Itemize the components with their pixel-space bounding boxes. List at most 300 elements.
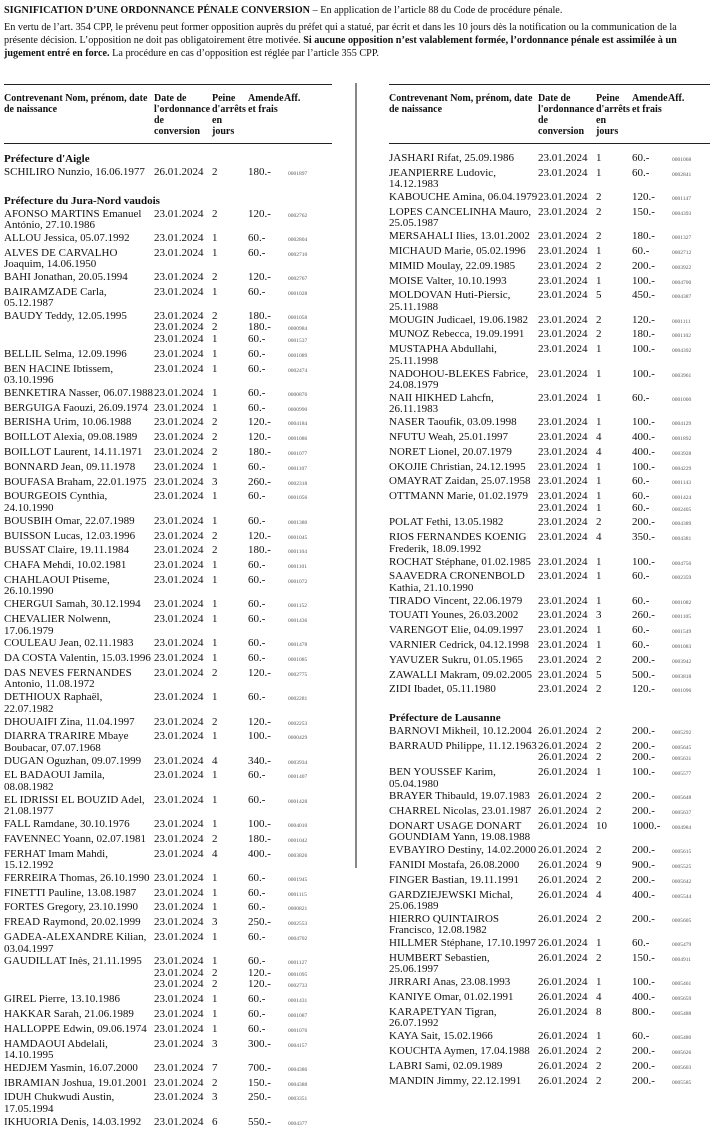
table-row <box>389 655 710 669</box>
case-number-cell <box>664 860 710 874</box>
offender-name: FERHAT Imam Mahdi, 15.12.1992 <box>4 847 108 872</box>
fine-amount-cell <box>242 233 280 247</box>
fine-amount-cell <box>626 860 664 874</box>
days-of-arrest: 1 <box>596 416 602 429</box>
fine-amount: 100.- <box>248 730 271 743</box>
days-of-arrest-cell <box>594 875 626 889</box>
fine-amount: 60.- <box>248 347 266 360</box>
right-column <box>389 84 710 1090</box>
order-date: 23.01.2024 <box>538 555 588 568</box>
case-number: 0001478 <box>288 642 308 649</box>
fine-amount-cell <box>626 726 664 740</box>
case-number: 0003826 <box>288 852 308 859</box>
days-of-arrest-cell <box>594 246 626 260</box>
case-number: 0001085 <box>288 657 308 664</box>
offender-name: IDUH Chukwudi Austin, 17.05.1994 <box>4 1091 115 1115</box>
order-date: 23.01.2024 <box>538 653 588 666</box>
order-date: 26.01.2024 <box>538 1005 588 1018</box>
table-row <box>4 956 332 993</box>
order-date-cell <box>154 770 210 793</box>
days-of-arrest-cell <box>594 914 626 937</box>
days-of-arrest: 2 <box>212 715 218 728</box>
fine-amount-cell <box>242 560 280 574</box>
days-of-arrest: 1 <box>596 570 602 583</box>
case-number: 0001077 <box>288 451 308 458</box>
order-date: 23.01.2024 <box>154 401 204 414</box>
fine-amount: 450.- <box>632 289 655 302</box>
days-of-arrest: 1 <box>212 460 218 473</box>
days-of-arrest-cell <box>594 557 626 571</box>
case-number: 0001424 <box>672 495 692 502</box>
offender-name: RIOS FERNANDES KOENIG Frederik, 18.09.1992 <box>389 531 527 555</box>
order-date-cell <box>538 938 594 952</box>
left-column <box>4 84 332 1132</box>
offender-name: CHAHLAOUI Ptiseme, 26.10.1990 <box>4 573 110 598</box>
order-date-cell <box>538 532 594 555</box>
order-date: 23.01.2024 <box>538 490 588 503</box>
order-date: 23.01.2024 <box>154 793 204 806</box>
title-rest: – En application de l’article 88 du Code de procédure pénale. <box>310 5 563 16</box>
case-number: 0004386 <box>288 1066 308 1073</box>
order-date: 23.01.2024 <box>154 637 204 650</box>
days-of-arrest-cell <box>594 992 626 1006</box>
days-of-arrest: 2 <box>212 321 218 334</box>
days-of-arrest-cell <box>594 1007 626 1030</box>
table-row <box>389 726 710 740</box>
case-number: 0003928 <box>672 450 692 457</box>
days-of-arrest-cell <box>210 447 242 461</box>
table-row <box>389 1076 710 1090</box>
order-date: 26.01.2024 <box>538 937 588 950</box>
table-row <box>4 516 332 530</box>
table-row <box>4 491 332 514</box>
fine-amount: 100.- <box>632 460 655 473</box>
fine-amount: 200.- <box>632 259 655 272</box>
days-of-arrest-cell <box>594 640 626 654</box>
fine-amount: 800.- <box>632 1005 655 1018</box>
table-row <box>389 571 710 594</box>
fine-amount-cell <box>242 692 280 715</box>
table-row <box>4 795 332 818</box>
table-row <box>389 875 710 889</box>
notice-text-2: La procédure en cas d’opposition est réglée par l’article 355 CPP. <box>109 48 379 59</box>
case-number-cell <box>280 447 332 461</box>
days-of-arrest: 3 <box>212 475 218 488</box>
fine-amount: 60.- <box>632 624 650 637</box>
order-date-cell <box>154 994 210 1008</box>
days-of-arrest: 1 <box>596 976 602 989</box>
fine-amount: 60.- <box>248 691 266 704</box>
days-of-arrest: 1 <box>212 514 218 527</box>
table-row <box>4 756 332 770</box>
case-number: 0000876 <box>288 391 308 398</box>
order-date-cell <box>154 1039 210 1062</box>
order-date-cell <box>154 956 210 993</box>
fine-amount: 350.- <box>632 531 655 544</box>
order-date: 23.01.2024 <box>538 230 588 243</box>
order-date: 23.01.2024 <box>538 416 588 429</box>
offender-name: LABRI Sami, 02.09.1989 <box>389 1059 503 1072</box>
order-date-cell <box>154 516 210 530</box>
days-of-arrest: 2 <box>596 844 602 857</box>
order-date-cell <box>538 890 594 913</box>
offender-name: JASHARI Rifat, 25.09.1986 <box>389 152 514 164</box>
order-date: 23.01.2024 <box>154 573 204 586</box>
order-date-cell <box>154 873 210 887</box>
days-of-arrest-cell <box>210 575 242 598</box>
case-number: 0000821 <box>288 906 308 913</box>
case-number-cell <box>664 1007 710 1030</box>
table-row <box>389 821 710 844</box>
case-number: 0005585 <box>672 1079 692 1086</box>
fine-amount: 60.- <box>632 937 650 950</box>
table-row <box>389 462 710 476</box>
case-number: 0001436 <box>288 618 308 625</box>
days-of-arrest: 2 <box>212 832 218 845</box>
table-row <box>4 932 332 955</box>
table-row <box>389 625 710 639</box>
days-of-arrest-cell <box>594 610 626 624</box>
order-date-cell <box>154 1117 210 1131</box>
header-name: Contrevenant Nom, prénom, date de naissance <box>389 93 533 115</box>
days-of-arrest-cell <box>210 233 242 247</box>
fine-amount-cell <box>626 977 664 991</box>
order-date-cell <box>154 248 210 271</box>
order-date: 23.01.2024 <box>154 1061 204 1074</box>
fine-amount-cell <box>242 834 280 848</box>
fine-amount-cell <box>626 476 664 490</box>
order-date: 23.01.2024 <box>538 639 588 652</box>
days-of-arrest-cell <box>594 207 626 230</box>
offender-name: NORET Lionel, 20.07.1979 <box>389 445 512 458</box>
fine-amount: 300.- <box>248 1037 271 1050</box>
table-row <box>389 1007 710 1030</box>
table-row <box>4 902 332 916</box>
order-date-cell <box>538 192 594 206</box>
order-date-cell <box>538 557 594 571</box>
offender-name: BARNOVI Mikheil, 10.12.2004 <box>389 724 532 737</box>
order-date-cell <box>154 311 210 348</box>
offender-name: FERREIRA Thomas, 26.10.1990 <box>4 871 150 884</box>
fine-amount: 60.- <box>248 901 266 914</box>
table-row <box>4 917 332 931</box>
table-row <box>389 517 710 531</box>
case-number: 0001087 <box>288 1012 308 1019</box>
fine-amount-cell <box>626 369 664 392</box>
fine-amount: 60.- <box>248 931 266 944</box>
table-row <box>4 873 332 887</box>
table-row <box>389 432 710 446</box>
days-of-arrest: 1 <box>212 637 218 650</box>
table-row <box>4 638 332 652</box>
order-date-cell <box>538 860 594 874</box>
table-row <box>389 741 710 766</box>
table-row <box>389 806 710 820</box>
table-row <box>4 287 332 310</box>
order-date: 23.01.2024 <box>154 246 204 259</box>
days-of-arrest-cell <box>594 1076 626 1090</box>
order-date: 23.01.2024 <box>154 886 204 899</box>
case-number-cell <box>280 1024 332 1038</box>
case-number-cell <box>664 726 710 740</box>
table-body <box>389 153 710 1089</box>
offender-name: DONART USAGE DONART GOUNDIAM Yann, 19.08.1988 <box>389 819 531 844</box>
days-of-arrest: 1 <box>596 367 602 380</box>
case-number-cell <box>664 276 710 290</box>
offender-name: BAHI Jonathan, 20.05.1994 <box>4 270 128 283</box>
table-row <box>389 207 710 230</box>
order-date: 23.01.2024 <box>538 343 588 356</box>
days-of-arrest: 1 <box>596 639 602 652</box>
order-date: 26.01.2024 <box>538 873 588 886</box>
days-of-arrest-cell <box>210 731 242 754</box>
offender-name: ZAWALLI Makram, 09.02.2005 <box>389 668 533 681</box>
table-body <box>4 153 332 1130</box>
case-number: 0002712 <box>672 249 692 256</box>
fine-amount-cell <box>626 914 664 937</box>
fine-amount: 250.- <box>248 916 271 929</box>
table-row <box>4 770 332 793</box>
case-number-cell <box>280 388 332 402</box>
case-number-cell <box>664 741 710 766</box>
offender-name: CHEVALIER Nolwenn, 17.06.1979 <box>4 613 111 637</box>
fine-amount: 60.- <box>248 993 266 1006</box>
days-of-arrest-cell <box>594 860 626 874</box>
order-date: 23.01.2024 <box>154 529 204 542</box>
days-of-arrest: 1 <box>212 1007 218 1020</box>
offender-name: JEANPIERRE Ludovic, 14.12.1983 <box>389 166 496 191</box>
prefecture-heading: Préfecture de Lausanne <box>389 711 501 724</box>
order-date-cell <box>154 731 210 754</box>
order-date-cell <box>538 276 594 290</box>
offender-name: HILLMER Stéphane, 17.10.1997 <box>389 937 536 950</box>
days-of-arrest-cell <box>210 462 242 476</box>
days-of-arrest-cell <box>594 767 626 790</box>
case-number-cell <box>280 417 332 431</box>
case-number: 0003351 <box>288 1096 308 1103</box>
offender-name: BERGUIGA Faouzi, 26.09.1974 <box>4 401 148 414</box>
days-of-arrest: 1 <box>596 166 602 179</box>
offender-name: KOUCHTA Aymen, 17.04.1988 <box>389 1044 530 1057</box>
table-row <box>4 417 332 431</box>
days-of-arrest-cell <box>594 791 626 805</box>
table-row <box>389 261 710 275</box>
order-date: 23.01.2024 <box>154 1007 204 1020</box>
case-number: 0001127 <box>288 960 308 967</box>
offender-name: EL BADAOUI Jamila, 08.08.1982 <box>4 769 105 793</box>
days-of-arrest-cell <box>210 209 242 232</box>
case-number: 0001042 <box>288 837 308 844</box>
days-of-arrest-cell <box>594 329 626 343</box>
days-of-arrest: 1 <box>212 386 218 399</box>
case-number: 0002733 <box>288 983 308 990</box>
case-number-cell <box>280 1117 332 1131</box>
case-number: 0005642 <box>672 878 692 885</box>
fine-amount: 60.- <box>248 652 266 665</box>
days-of-arrest: 2 <box>596 205 602 218</box>
case-number: 0000990 <box>288 406 308 413</box>
case-number-cell <box>664 571 710 594</box>
days-of-arrest-cell <box>210 477 242 491</box>
case-number-cell <box>664 153 710 167</box>
offender-name: DHOUAIFI Zina, 11.04.1997 <box>4 715 135 728</box>
order-date: 23.01.2024 <box>538 570 588 583</box>
order-date-cell <box>538 977 594 991</box>
days-of-arrest-cell <box>594 596 626 610</box>
case-number: 0000984 <box>288 326 308 333</box>
case-number-cell <box>280 653 332 667</box>
order-date-cell <box>538 491 594 516</box>
order-date: 23.01.2024 <box>538 191 588 204</box>
table-row <box>4 462 332 476</box>
case-number-cell <box>280 233 332 247</box>
fine-amount: 200.- <box>632 1059 655 1072</box>
days-of-arrest: 1 <box>212 691 218 704</box>
fine-amount: 60.- <box>632 391 650 404</box>
case-number-cell <box>280 364 332 387</box>
days-of-arrest-cell <box>594 684 626 698</box>
fine-amount-cell <box>242 1117 280 1131</box>
case-number: 0005626 <box>672 1049 692 1056</box>
fine-amount-cell <box>242 1078 280 1092</box>
offender-name: FINETTI Pauline, 13.08.1987 <box>4 886 137 899</box>
fine-amount: 120.- <box>248 715 271 728</box>
fine-amount-cell <box>626 791 664 805</box>
order-date: 26.01.2024 <box>538 790 588 803</box>
days-of-arrest: 2 <box>596 1044 602 1057</box>
days-of-arrest: 2 <box>212 666 218 679</box>
fine-amount-cell <box>626 192 664 206</box>
offender-name: MOISE Valter, 10.10.1993 <box>389 274 507 287</box>
fine-amount: 180.- <box>248 321 271 334</box>
order-date: 23.01.2024 <box>154 832 204 845</box>
days-of-arrest: 3 <box>212 1037 218 1050</box>
case-number-cell <box>280 614 332 637</box>
fine-amount-cell <box>626 491 664 516</box>
offender-name: POLAT Fethi, 13.05.1982 <box>389 516 504 529</box>
case-number-cell <box>664 914 710 937</box>
order-date-cell <box>538 670 594 684</box>
fine-amount-cell <box>242 462 280 476</box>
fine-amount-cell <box>626 571 664 594</box>
fine-amount: 60.- <box>632 166 650 179</box>
days-of-arrest: 4 <box>596 445 602 458</box>
offender-name: GAUDILLAT Inès, 21.11.1995 <box>4 955 142 968</box>
case-number: 0001089 <box>288 352 308 359</box>
case-number: 0001152 <box>288 603 308 610</box>
table-row <box>4 1092 332 1115</box>
order-date-cell <box>538 417 594 431</box>
header-date: Date de l'ordonnance de conversion <box>154 93 211 137</box>
offender-name: MIMID Moulay, 22.09.1985 <box>389 259 516 272</box>
case-number-cell <box>664 1031 710 1045</box>
days-of-arrest-cell <box>210 1024 242 1038</box>
order-date: 26.01.2024 <box>538 766 588 778</box>
days-of-arrest: 2 <box>596 191 602 204</box>
offender-name: BOILLOT Alexia, 09.08.1989 <box>4 431 138 444</box>
fine-amount-cell <box>626 806 664 820</box>
case-number: 0005645 <box>672 744 692 751</box>
order-date: 23.01.2024 <box>154 978 204 991</box>
offender-name: BOILLOT Laurent, 14.11.1971 <box>4 446 143 459</box>
days-of-arrest: 3 <box>212 916 218 929</box>
offender-name: MUSTAPHA Abdullahi, 25.11.1998 <box>389 343 497 367</box>
table-row <box>4 209 332 232</box>
days-of-arrest-cell <box>210 417 242 431</box>
offender-name: MOLDOVAN Huti-Piersic, 25.11.1988 <box>389 289 511 313</box>
order-date-cell <box>154 834 210 848</box>
case-number-cell <box>280 770 332 793</box>
fine-amount: 100.- <box>632 343 655 356</box>
days-of-arrest: 2 <box>212 416 218 429</box>
fine-amount: 60.- <box>632 244 650 257</box>
case-number: 0001537 <box>288 337 308 344</box>
days-of-arrest: 7 <box>212 1061 218 1074</box>
order-date: 23.01.2024 <box>154 446 204 459</box>
offender-name: CHERGUI Samah, 30.12.1994 <box>4 598 141 611</box>
fine-amount-cell <box>626 845 664 859</box>
order-date-cell <box>154 531 210 545</box>
order-date: 23.01.2024 <box>538 430 588 443</box>
fine-amount-cell <box>242 668 280 691</box>
offender-name: KAYA Sait, 15.02.1966 <box>389 1030 493 1043</box>
order-date: 23.01.2024 <box>154 321 204 334</box>
fine-amount-cell <box>242 873 280 887</box>
fine-amount-cell <box>626 557 664 571</box>
case-number-cell <box>664 261 710 275</box>
case-number: 0004010 <box>288 823 308 829</box>
order-date: 23.01.2024 <box>538 531 588 544</box>
days-of-arrest: 2 <box>596 230 602 243</box>
table-row <box>389 890 710 913</box>
case-number: 0004392 <box>672 348 692 355</box>
days-of-arrest-cell <box>210 388 242 402</box>
table-row <box>389 532 710 555</box>
case-number-cell <box>280 731 332 754</box>
days-of-arrest: 1 <box>212 1022 218 1035</box>
order-date-cell <box>538 462 594 476</box>
offender-name: IBRAMIAN Joshua, 19.01.2001 <box>4 1076 148 1089</box>
days-of-arrest-cell <box>210 638 242 652</box>
order-date: 23.01.2024 <box>154 386 204 399</box>
offender-name: DA COSTA Valentin, 15.03.1996 <box>4 652 151 665</box>
fine-amount-cell <box>242 1009 280 1023</box>
days-of-arrest-cell <box>594 953 626 976</box>
order-date-cell <box>538 741 594 766</box>
order-date-cell <box>154 447 210 461</box>
order-date-cell <box>154 653 210 667</box>
table-row <box>4 311 332 348</box>
order-date-cell <box>154 272 210 286</box>
days-of-arrest: 1 <box>596 343 602 356</box>
offender-name: MERSAHALI Ilies, 13.01.2002 <box>389 230 530 243</box>
order-date-cell <box>154 575 210 598</box>
offender-name: BARRAUD Philippe, 11.12.1963 <box>389 739 537 752</box>
case-number: 0001428 <box>288 798 308 805</box>
order-date-cell <box>538 1061 594 1075</box>
days-of-arrest: 2 <box>212 978 218 991</box>
days-of-arrest: 1 <box>212 332 218 345</box>
table-row <box>4 849 332 872</box>
order-date: 23.01.2024 <box>154 285 204 298</box>
table-row <box>389 670 710 684</box>
offender-name: GADEA-ALEXANDRE Kilian, 03.04.1997 <box>4 931 147 955</box>
table-row <box>4 1117 332 1131</box>
days-of-arrest: 1 <box>212 573 218 586</box>
case-number: 0005659 <box>672 996 692 1003</box>
header-peine: Peine d'arrêts en jours <box>212 93 246 137</box>
offender-name: NAII HIKHED Lahcfn, 26.11.1983 <box>389 391 494 416</box>
